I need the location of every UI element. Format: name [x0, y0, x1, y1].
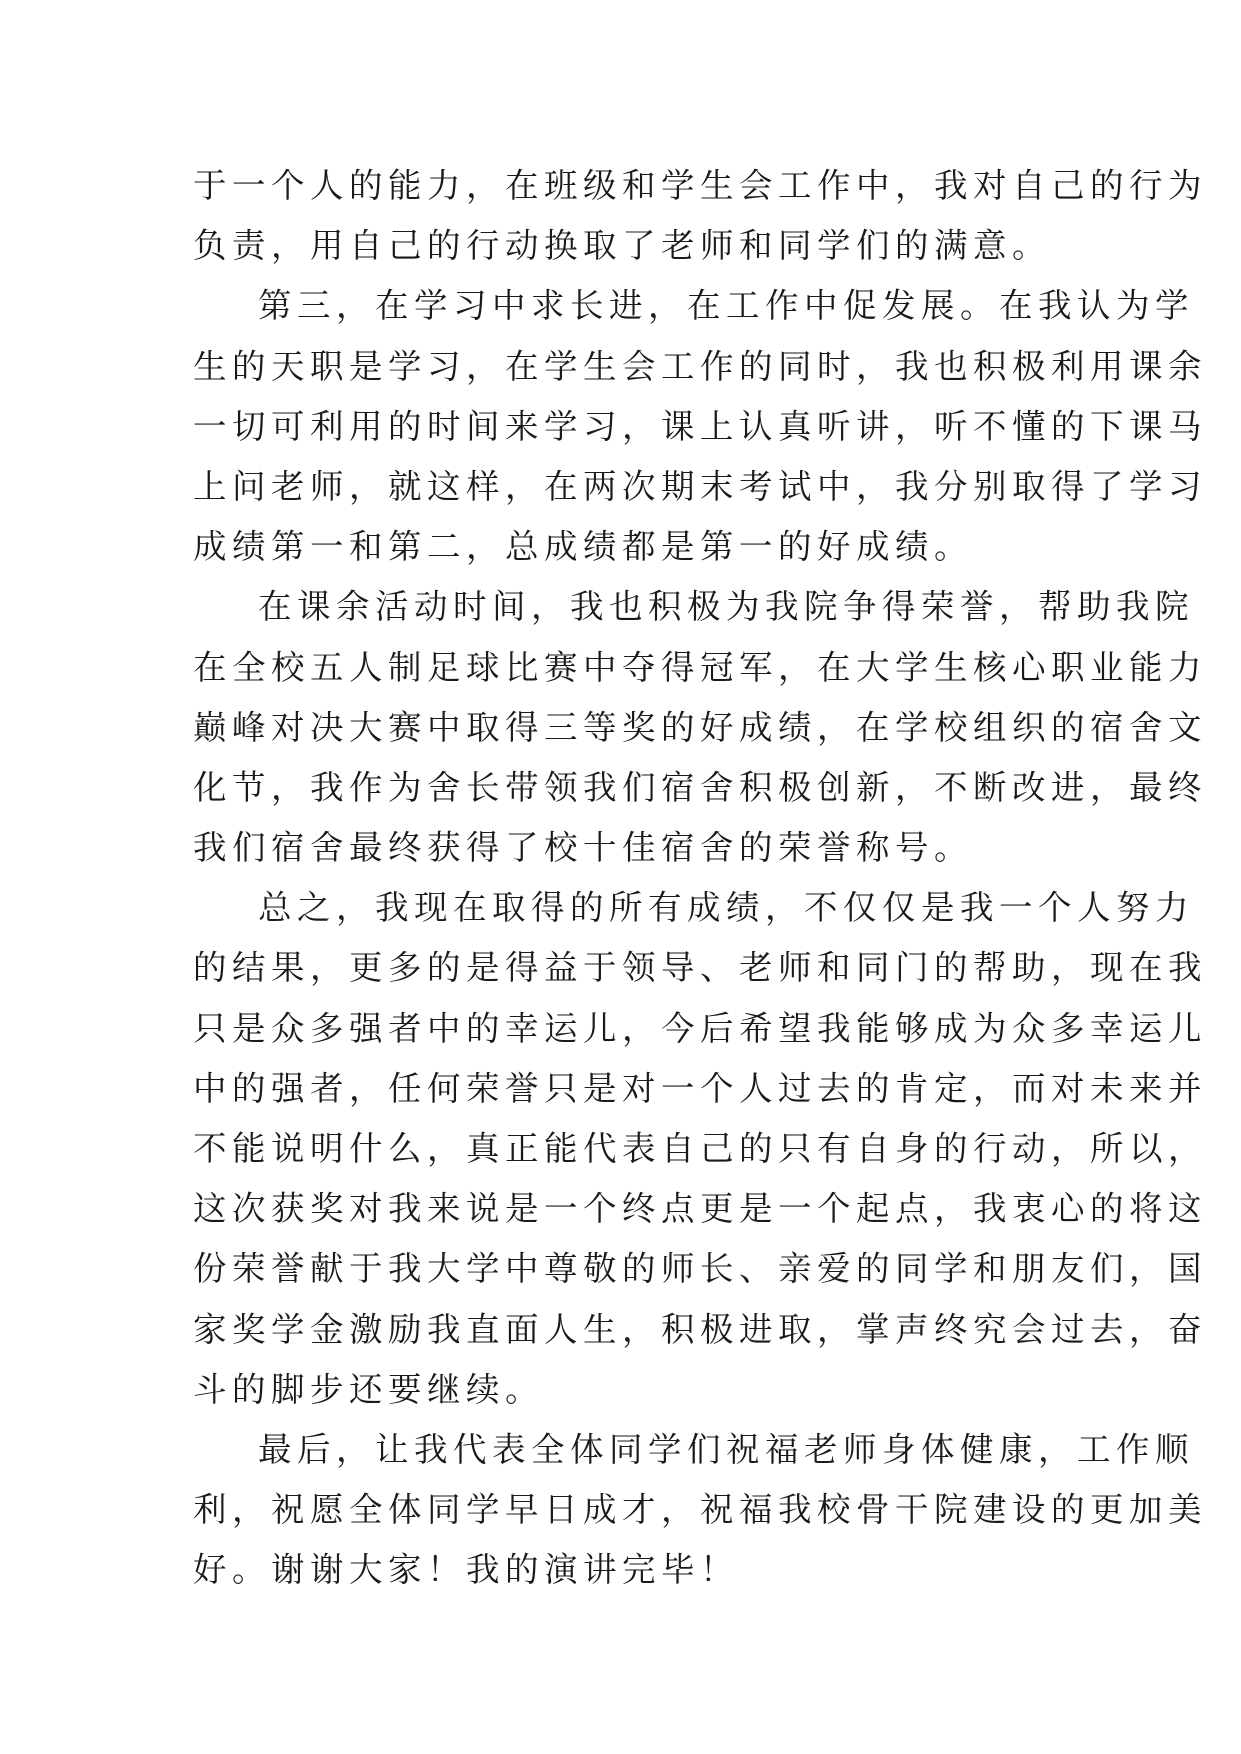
paragraph-start-line: 第三，在学习中求长进，在工作中促发展。在我认为学 [258, 286, 1194, 326]
text-line: 的结果，更多的是得益于领导、老师和同门的帮助，现在我 [193, 948, 1207, 988]
text-line: 家奖学金激励我直面人生，积极进取，掌声终究会过去，奋 [193, 1309, 1207, 1349]
text-line: 化节，我作为舍长带领我们宿舍积极创新，不断改进，最终 [193, 767, 1207, 807]
text-line: 中的强者，任何荣誉只是对一个人过去的肯定，而对未来并 [193, 1068, 1207, 1108]
text-line: 份荣誉献于我大学中尊敬的师长、亲爱的同学和朋友们，国 [193, 1249, 1207, 1289]
text-line: 利，祝愿全体同学早日成才，祝福我校骨干院建设的更加美 [193, 1490, 1207, 1530]
text-line: 成绩第一和第二，总成绩都是第一的好成绩。 [193, 527, 973, 567]
text-line: 不能说明什么，真正能代表自己的只有自身的行动，所以， [193, 1129, 1207, 1168]
text-line: 好。谢谢大家！我的演讲完毕！ [193, 1550, 739, 1590]
paragraph-start-line: 总之，我现在取得的所有成绩，不仅仅是我一个人努力 [258, 888, 1194, 928]
text-line: 只是众多强者中的幸运儿，今后希望我能够成为众多幸运儿 [193, 1008, 1207, 1048]
document-body [193, 156, 1207, 1601]
text-line: 我们宿舍最终获得了校十佳宿舍的荣誉称号。 [193, 828, 973, 868]
text-line: 一切可利用的时间来学习，课上认真听讲，听不懂的下课马 [193, 406, 1207, 446]
text-line: 于一个人的能力，在班级和学生会工作中，我对自己的行为 [193, 166, 1207, 205]
text-line: 生的天职是学习，在学生会工作的同时，我也积极利用课余 [193, 346, 1207, 386]
paragraph-start-line: 在课余活动时间，我也积极为我院争得荣誉，帮助我院 [258, 587, 1194, 627]
text-line: 这次获奖对我来说是一个终点更是一个起点，我衷心的将这 [193, 1189, 1207, 1229]
text-line: 斗的脚步还要继续。 [193, 1369, 544, 1409]
text-line: 负责，用自己的行动换取了老师和同学们的满意。 [193, 226, 1051, 266]
paragraph-start-line: 最后，让我代表全体同学们祝福老师身体健康，工作顺 [258, 1429, 1194, 1469]
text-line: 上问老师，就这样，在两次期末考试中，我分别取得了学习 [193, 466, 1207, 506]
text-line: 巅峰对决大赛中取得三等奖的好成绩，在学校组织的宿舍文 [193, 707, 1207, 747]
text-line: 在全校五人制足球比赛中夺得冠军，在大学生核心职业能力 [193, 647, 1207, 687]
